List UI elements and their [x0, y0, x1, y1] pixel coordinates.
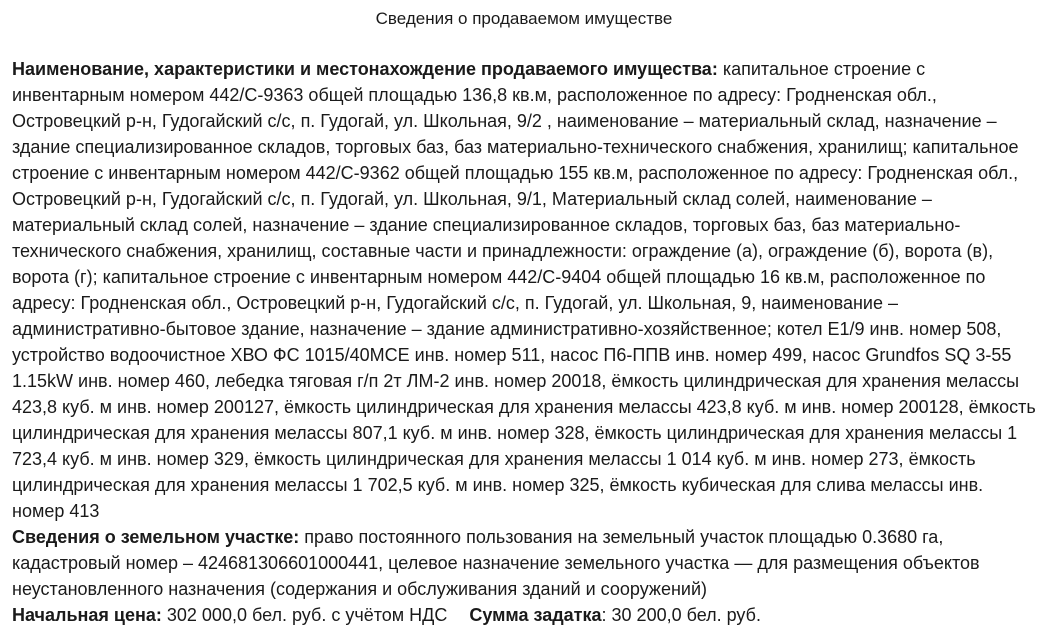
price-row — [12, 602, 1036, 628]
deposit-separator: : — [601, 605, 607, 625]
property-label: Наименование, характеристики и местонахождение продаваемого имущества: — [12, 59, 718, 79]
start-price-value: 302 000,0 бел. руб. с учётом НДС — [166, 605, 448, 625]
deposit-value: 30 200,0 бел. руб. — [611, 605, 761, 625]
start-price-label: Начальная цена: — [12, 605, 162, 625]
land-text: право постоянного пользования на земельный участок площадью 0.3680 га, кадастровый номер – 424681306601000441, целевое назначение земельного участка — для размещения объектов неустановленного назначения (содержания и обслуживания зданий и сооружений) — [12, 527, 980, 599]
deposit-label: Сумма задатка — [469, 605, 602, 625]
property-description — [12, 56, 1036, 524]
land-label: Сведения о земельном участке: — [12, 527, 300, 547]
property-text: капитальное строение с инвентарным номером 442/С-9363 общей площадью 136,8 кв.м, расположенное по адресу: Гродненская обл., Островецкий р-н, Гудогайский с/с, п. Гудогай, ул. Школьная, 9/2 , наименование – материальный склад, назначение – здание специализированное складов, торговых баз, баз материально-технического снабжения, хранилищ; капитальное строение с инвентарным номером 442/С-9362 общей площадью 155 кв.м, расположенное по адресу: Гродненская обл., Островецкий р-н, Гудогайский с/с, п. Гудогай, ул. Школьная, 9/1, Материальный склад солей, наименование – материальный склад солей, назначение – здание специализированное складов, торговых баз, баз материально-технического снабжения, хранилищ, составные части и принадлежности: ограждение (а), ограждение (б), ворота (в), ворота (г); капитальное строение с инвентарным номером 442/С-9404 общей площадью 16 кв.м, расположенное по адресу: Гродненская обл., Островецкий р-н, Гудогайский с/с, п. Гудогай, ул. Школьная, 9, наименование – административно-бытовое здание, назначение – здание административно-хозяйственное; котел Е1/9 инв. номер 508, устройство водоочистное ХВО ФС 1015/40МСЕ инв. номер 511, насос П6-ППВ инв. номер 499, насос Grundfos SQ 3-55 1.15kW инв. номер 460, лебедка тяговая г/п 2т ЛМ-2 инв. номер 20018, ёмкость цилиндрическая для хранения мелассы 423,8 куб. м инв. номер 200127, ёмкость цилиндрическая для хранения мелассы 423,8 куб. м инв. номер 200128, ёмкость цилиндрическая для хранения мелассы 807,1 куб. м инв. номер 328, ёмкость цилиндрическая для хранения мелассы 1 723,4 куб. м инв. номер 329, ёмкость цилиндрическая для хранения мелассы 1 014 куб. м инв. номер 273, ёмкость цилиндрическая для хранения мелассы 1 702,5 куб. м инв. номер 325, ёмкость кубическая для слива мелассы инв. номер 413 — [12, 59, 1036, 521]
land-info — [12, 524, 1036, 602]
document-title: Сведения о продаваемом имуществе — [375, 9, 673, 28]
